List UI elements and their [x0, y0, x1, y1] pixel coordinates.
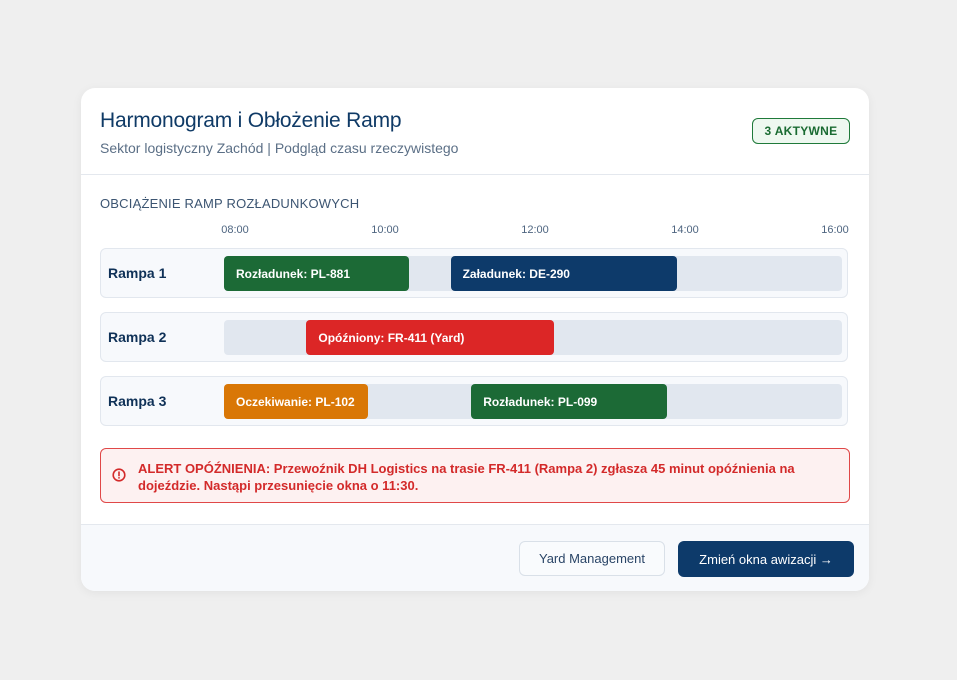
alert-text: ALERT OPÓŹNIENIA: Przewoźnik DH Logistics na trasie FR-411 (Rampa 2) zgłasza 45 minut opóźnienia na dojeździe. Nastąpi przesunięcie okna o 11:30.	[138, 461, 795, 493]
card-header	[81, 88, 869, 175]
section-title: OBCIĄŻENIE RAMP ROZŁADUNKOWYCH	[100, 196, 360, 211]
time-tick: 14:00	[671, 224, 699, 236]
slot-bar-delayed[interactable]: Opóźniony: FR-411 (Yard)	[306, 320, 553, 355]
ramp-track	[224, 256, 842, 291]
time-tick: 12:00	[521, 224, 549, 236]
delay-alert	[100, 448, 850, 503]
time-tick: 10:00	[371, 224, 399, 236]
ramp-row	[100, 248, 848, 298]
alert-circle-icon	[112, 468, 126, 482]
slot-bar-loading[interactable]: Załadunek: DE-290	[451, 256, 678, 291]
schedule-card	[81, 88, 869, 591]
page-title: Harmonogram i Obłożenie Ramp	[100, 109, 402, 132]
ramp-track	[224, 320, 842, 355]
slot-bar-waiting[interactable]: Oczekiwanie: PL-102	[224, 384, 368, 419]
page-subtitle: Sektor logistyczny Zachód | Podgląd czasu rzeczywistego	[100, 140, 459, 156]
time-tick: 08:00	[221, 224, 249, 236]
slot-bar-unloading[interactable]: Rozładunek: PL-099	[471, 384, 667, 419]
yard-management-button[interactable]: Yard Management	[519, 541, 665, 576]
active-count-badge: 3 AKTYWNE	[752, 118, 850, 144]
ramp-label: Rampa 1	[108, 265, 167, 281]
ramp-track	[224, 384, 842, 419]
ramp-row	[100, 312, 848, 362]
ramp-label: Rampa 2	[108, 329, 167, 345]
ramp-row	[100, 376, 848, 426]
card-footer	[81, 524, 869, 591]
time-tick: 16:00	[821, 224, 849, 236]
slot-bar-unloading[interactable]: Rozładunek: PL-881	[224, 256, 409, 291]
change-windows-button[interactable]: Zmień okna awizacji →	[678, 541, 854, 577]
ramp-label: Rampa 3	[108, 393, 167, 409]
